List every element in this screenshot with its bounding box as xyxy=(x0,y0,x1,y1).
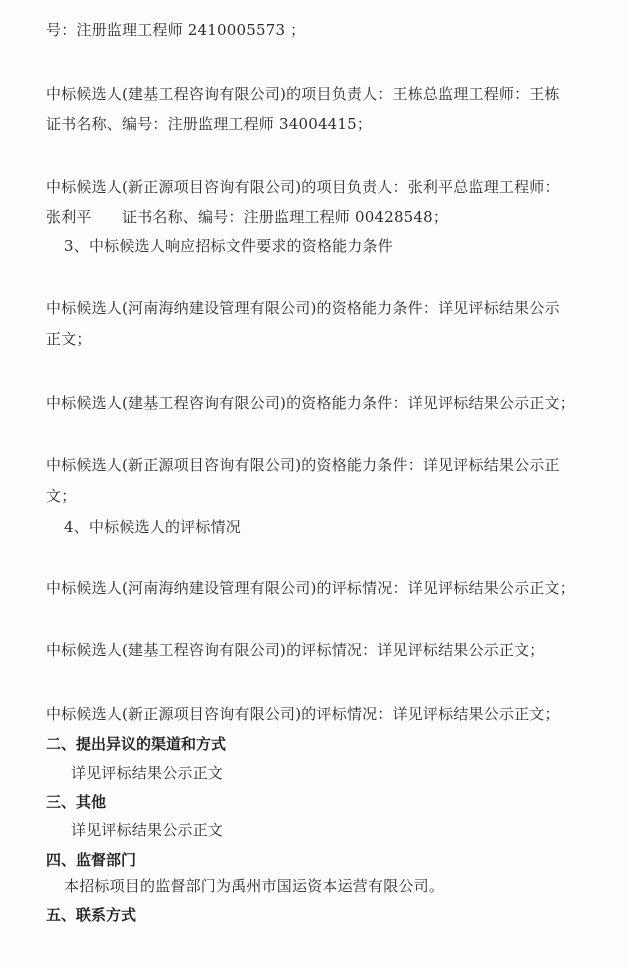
section-heading: 五、联系方式 xyxy=(46,906,137,924)
text-line: 证书名称、编号：注册监理工程师 34004415； xyxy=(46,115,373,133)
section-heading: 二、提出异议的渠道和方式 xyxy=(46,735,227,753)
text-line: 中标候选人(河南海纳建设管理有限公司)的资格能力条件：详见评标结果公示 xyxy=(46,299,560,317)
text-line: 中标候选人(建基工程咨询有限公司)的项目负责人：王栋总监理工程师：王栋 xyxy=(46,85,560,103)
section-heading: 三、其他 xyxy=(46,793,107,811)
section-body: 详见评标结果公示正文 xyxy=(71,821,224,839)
text-line: 中标候选人(新正源项目咨询有限公司)的项目负责人：张利平总监理工程师： xyxy=(46,178,560,196)
text-line: 中标候选人(新正源项目咨询有限公司)的资格能力条件：详见评标结果公示正 xyxy=(46,456,560,474)
section-body: 详见评标结果公示正文 xyxy=(71,764,224,782)
section-body: 本招标项目的监督部门为禹州市国运资本运营有限公司。 xyxy=(64,877,445,895)
text-line: 文； xyxy=(46,487,77,505)
text-line: 号：注册监理工程师 2410005573 ； xyxy=(46,21,306,39)
text-line: 中标候选人(建基工程咨询有限公司)的资格能力条件：详见评标结果公示正文； xyxy=(46,394,575,412)
subsection-title: 4、中标候选人的评标情况 xyxy=(64,518,241,536)
text-line: 正文； xyxy=(46,330,92,348)
subsection-title: 3、中标候选人响应招标文件要求的资格能力条件 xyxy=(64,237,393,255)
section-heading: 四、监督部门 xyxy=(46,851,137,869)
text-line: 中标候选人(新正源项目咨询有限公司)的评标情况：详见评标结果公示正文； xyxy=(46,705,560,723)
text-line: 中标候选人(建基工程咨询有限公司)的评标情况：详见评标结果公示正文； xyxy=(46,641,545,659)
text-line: 张利平 证书名称、编号：注册监理工程师 00428548； xyxy=(46,208,449,226)
text-line: 中标候选人(河南海纳建设管理有限公司)的评标情况：详见评标结果公示正文； xyxy=(46,579,575,597)
